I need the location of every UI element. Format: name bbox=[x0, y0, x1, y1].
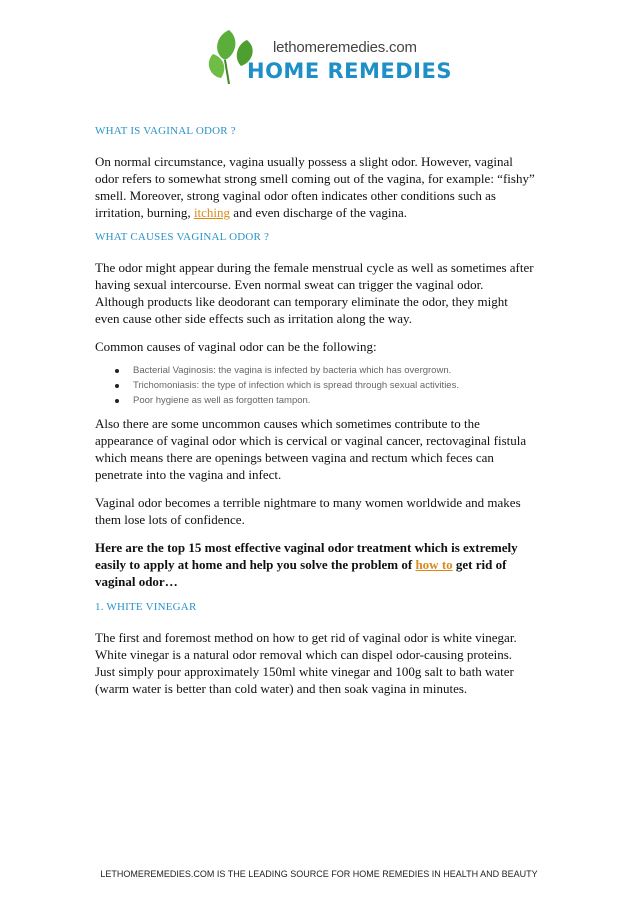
site-logo[interactable] bbox=[207, 26, 452, 88]
how-to-link[interactable]: how to bbox=[415, 557, 453, 572]
paragraph-text: On normal circumstance, vagina usually possess a slight odor. However, vaginal odor refers to somewhat strong smell coming out of the vagina, for example: “fishy” smell. Moreover, strong vaginal odor often indicates other conditions such as irritation, burning, bbox=[95, 154, 535, 220]
paragraph-what-is bbox=[95, 153, 535, 221]
paragraph-text: get rid of vaginal odor… bbox=[95, 557, 507, 589]
list-item: Bacterial Vaginosis: the vagina is infected by bacteria which has overgrown. bbox=[113, 363, 459, 378]
page-footer: LETHOMEREMEDIES.COM IS THE LEADING SOURCE FOR HOME REMEDIES IN HEALTH AND BEAUTY bbox=[100, 869, 538, 879]
paragraph-intro-treatments bbox=[95, 539, 535, 590]
itching-link[interactable]: itching bbox=[193, 205, 231, 220]
heading-what-is: WHAT IS VAGINAL ODOR ? bbox=[95, 125, 236, 137]
list-item: Poor hygiene as well as forgotten tampon. bbox=[113, 393, 459, 408]
heading-white-vinegar: 1. WHITE VINEGAR bbox=[95, 601, 197, 613]
paragraph-causes-3: Also there are some uncommon causes which sometimes contribute to the appearance of vaginal odor which is cervical or vaginal cancer, rectovaginal fistula which means there are openings between vagina and rectum which feces can penetrate into the vagina and infect. bbox=[95, 416, 527, 482]
paragraph-causes-1: The odor might appear during the female menstrual cycle as well as sometimes after having sexual intercourse. Even normal sweat can trigger the vaginal odor. Although products like deodorant can temporary eliminate the odor, they might even cause other side effects such as irritation along the way. bbox=[95, 260, 534, 326]
list-item: Trichomoniasis: the type of infection which is spread through sexual activities. bbox=[113, 378, 459, 393]
heading-what-causes: WHAT CAUSES VAGINAL ODOR ? bbox=[95, 231, 270, 243]
paragraph-text: and even discharge of the vagina. bbox=[230, 205, 408, 220]
causes-list bbox=[113, 363, 459, 408]
paragraph-causes-4: Vaginal odor becomes a terrible nightmare to many women worldwide and makes them lose lots of confidence. bbox=[95, 495, 521, 527]
paragraph-text: Here are the top 15 most effective vaginal odor treatment which is extremely easily to apply at home and help you solve the problem of bbox=[95, 540, 518, 572]
paragraph-white-vinegar: The first and foremost method on how to get rid of vaginal odor is white vinegar. White vinegar is a natural odor removal which can dispel odor-causing proteins. Just simply pour approximately 150ml white vinegar and 100g salt to bath water (warm water is better than cold water) and then soak vagina in minutes. bbox=[95, 630, 517, 696]
paragraph-causes-2: Common causes of vaginal odor can be the following: bbox=[95, 339, 377, 354]
logo-domain-text: lethomeremedies.com bbox=[273, 39, 417, 56]
logo-title-text: HOME REMEDIES bbox=[247, 59, 452, 83]
